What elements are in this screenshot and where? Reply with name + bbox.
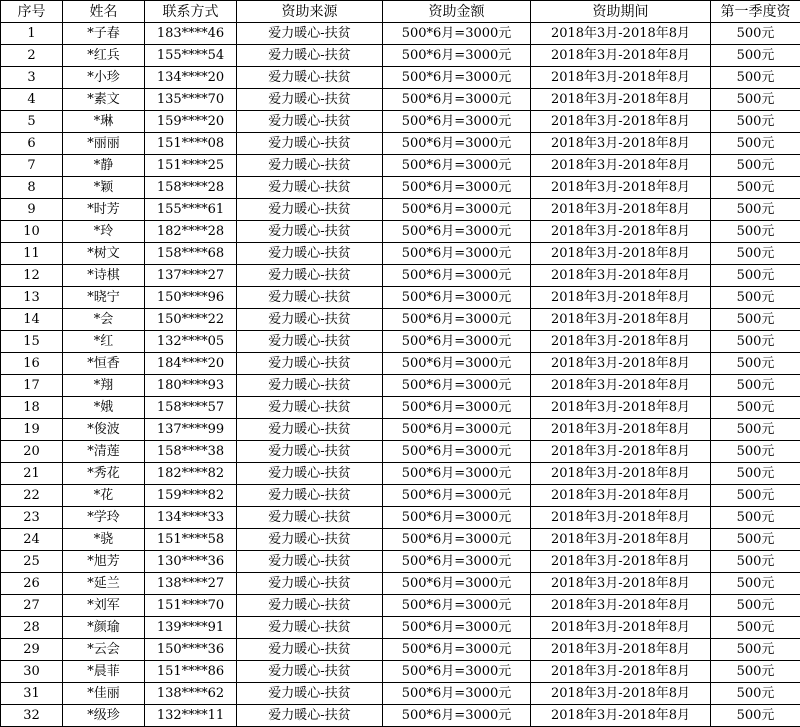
name-cell: *琳	[63, 111, 145, 133]
source-cell: 爱力暖心-扶贫	[237, 67, 383, 89]
period-cell: 2018年3月-2018年8月	[531, 397, 711, 419]
q1-cell: 500元	[711, 309, 800, 331]
table-row	[1, 45, 800, 67]
serial-cell: 9	[1, 199, 63, 221]
name-cell: *俊波	[63, 419, 145, 441]
name-cell: *诗棋	[63, 265, 145, 287]
source-cell: 爱力暖心-扶贫	[237, 111, 383, 133]
serial-cell: 32	[1, 705, 63, 727]
table-row	[1, 265, 800, 287]
serial-cell: 1	[1, 23, 63, 45]
amount-cell: 500*6月=3000元	[383, 221, 531, 243]
serial-cell: 26	[1, 573, 63, 595]
contact-cell: 137****27	[145, 265, 237, 287]
serial-cell: 24	[1, 529, 63, 551]
source-cell: 爱力暖心-扶贫	[237, 243, 383, 265]
source-cell: 爱力暖心-扶贫	[237, 23, 383, 45]
serial-cell: 25	[1, 551, 63, 573]
period-cell: 2018年3月-2018年8月	[531, 309, 711, 331]
source-cell: 爱力暖心-扶贫	[237, 353, 383, 375]
contact-cell: 155****54	[145, 45, 237, 67]
amount-cell: 500*6月=3000元	[383, 23, 531, 45]
period-cell: 2018年3月-2018年8月	[531, 23, 711, 45]
table-row	[1, 661, 800, 683]
contact-cell: 132****11	[145, 705, 237, 727]
serial-cell: 14	[1, 309, 63, 331]
amount-cell: 500*6月=3000元	[383, 705, 531, 727]
name-cell: *级珍	[63, 705, 145, 727]
source-cell: 爱力暖心-扶贫	[237, 155, 383, 177]
contact-cell: 151****70	[145, 595, 237, 617]
serial-cell: 3	[1, 67, 63, 89]
period-cell: 2018年3月-2018年8月	[531, 221, 711, 243]
contact-cell: 184****20	[145, 353, 237, 375]
name-cell: *子春	[63, 23, 145, 45]
table-row	[1, 375, 800, 397]
q1-cell: 500元	[711, 617, 800, 639]
serial-cell: 8	[1, 177, 63, 199]
source-cell: 爱力暖心-扶贫	[237, 573, 383, 595]
amount-cell: 500*6月=3000元	[383, 573, 531, 595]
name-cell: *颖	[63, 177, 145, 199]
source-cell: 爱力暖心-扶贫	[237, 661, 383, 683]
table-row	[1, 683, 800, 705]
source-cell: 爱力暖心-扶贫	[237, 617, 383, 639]
period-cell: 2018年3月-2018年8月	[531, 111, 711, 133]
table-row	[1, 551, 800, 573]
amount-cell: 500*6月=3000元	[383, 617, 531, 639]
serial-cell: 17	[1, 375, 63, 397]
amount-cell: 500*6月=3000元	[383, 67, 531, 89]
name-cell: *云会	[63, 639, 145, 661]
amount-cell: 500*6月=3000元	[383, 199, 531, 221]
name-cell: *玲	[63, 221, 145, 243]
contact-cell: 137****99	[145, 419, 237, 441]
source-cell: 爱力暖心-扶贫	[237, 309, 383, 331]
table-row	[1, 353, 800, 375]
table-row	[1, 155, 800, 177]
header-q1: 第一季度资	[711, 1, 800, 23]
q1-cell: 500元	[711, 133, 800, 155]
contact-cell: 159****82	[145, 485, 237, 507]
period-cell: 2018年3月-2018年8月	[531, 551, 711, 573]
q1-cell: 500元	[711, 485, 800, 507]
contact-cell: 151****86	[145, 661, 237, 683]
contact-cell: 182****28	[145, 221, 237, 243]
source-cell: 爱力暖心-扶贫	[237, 639, 383, 661]
header-row	[1, 1, 800, 23]
source-cell: 爱力暖心-扶贫	[237, 45, 383, 67]
serial-cell: 23	[1, 507, 63, 529]
amount-cell: 500*6月=3000元	[383, 683, 531, 705]
table-row	[1, 309, 800, 331]
contact-cell: 183****46	[145, 23, 237, 45]
table-row	[1, 23, 800, 45]
q1-cell: 500元	[711, 243, 800, 265]
serial-cell: 12	[1, 265, 63, 287]
table-row	[1, 485, 800, 507]
source-cell: 爱力暖心-扶贫	[237, 199, 383, 221]
serial-cell: 21	[1, 463, 63, 485]
amount-cell: 500*6月=3000元	[383, 287, 531, 309]
table-row	[1, 133, 800, 155]
period-cell: 2018年3月-2018年8月	[531, 529, 711, 551]
serial-cell: 31	[1, 683, 63, 705]
contact-cell: 138****62	[145, 683, 237, 705]
q1-cell: 500元	[711, 67, 800, 89]
q1-cell: 500元	[711, 639, 800, 661]
serial-cell: 2	[1, 45, 63, 67]
source-cell: 爱力暖心-扶贫	[237, 375, 383, 397]
serial-cell: 22	[1, 485, 63, 507]
source-cell: 爱力暖心-扶贫	[237, 133, 383, 155]
q1-cell: 500元	[711, 463, 800, 485]
q1-cell: 500元	[711, 683, 800, 705]
name-cell: *颜瑜	[63, 617, 145, 639]
amount-cell: 500*6月=3000元	[383, 331, 531, 353]
contact-cell: 150****96	[145, 287, 237, 309]
name-cell: *丽丽	[63, 133, 145, 155]
table-row	[1, 287, 800, 309]
serial-cell: 20	[1, 441, 63, 463]
q1-cell: 500元	[711, 199, 800, 221]
name-cell: *晓宁	[63, 287, 145, 309]
amount-cell: 500*6月=3000元	[383, 45, 531, 67]
q1-cell: 500元	[711, 155, 800, 177]
contact-cell: 158****57	[145, 397, 237, 419]
period-cell: 2018年3月-2018年8月	[531, 485, 711, 507]
amount-cell: 500*6月=3000元	[383, 309, 531, 331]
source-cell: 爱力暖心-扶贫	[237, 705, 383, 727]
period-cell: 2018年3月-2018年8月	[531, 683, 711, 705]
table-row	[1, 221, 800, 243]
period-cell: 2018年3月-2018年8月	[531, 243, 711, 265]
contact-cell: 150****36	[145, 639, 237, 661]
table-row	[1, 67, 800, 89]
amount-cell: 500*6月=3000元	[383, 353, 531, 375]
header-serial: 序号	[1, 1, 63, 23]
source-cell: 爱力暖心-扶贫	[237, 397, 383, 419]
name-cell: *学玲	[63, 507, 145, 529]
table-row	[1, 573, 800, 595]
name-cell: *秀花	[63, 463, 145, 485]
name-cell: *恒香	[63, 353, 145, 375]
period-cell: 2018年3月-2018年8月	[531, 507, 711, 529]
header-period: 资助期间	[531, 1, 711, 23]
contact-cell: 130****36	[145, 551, 237, 573]
q1-cell: 500元	[711, 353, 800, 375]
source-cell: 爱力暖心-扶贫	[237, 529, 383, 551]
source-cell: 爱力暖心-扶贫	[237, 265, 383, 287]
name-cell: *佳丽	[63, 683, 145, 705]
table-row	[1, 441, 800, 463]
table-row	[1, 243, 800, 265]
contact-cell: 159****20	[145, 111, 237, 133]
period-cell: 2018年3月-2018年8月	[531, 155, 711, 177]
period-cell: 2018年3月-2018年8月	[531, 133, 711, 155]
contact-cell: 180****93	[145, 375, 237, 397]
amount-cell: 500*6月=3000元	[383, 463, 531, 485]
amount-cell: 500*6月=3000元	[383, 177, 531, 199]
name-cell: *旭芳	[63, 551, 145, 573]
period-cell: 2018年3月-2018年8月	[531, 89, 711, 111]
source-cell: 爱力暖心-扶贫	[237, 463, 383, 485]
name-cell: *小珍	[63, 67, 145, 89]
header-source: 资助来源	[237, 1, 383, 23]
table-row	[1, 331, 800, 353]
table-row	[1, 419, 800, 441]
table-body	[1, 23, 800, 727]
serial-cell: 16	[1, 353, 63, 375]
q1-cell: 500元	[711, 551, 800, 573]
period-cell: 2018年3月-2018年8月	[531, 199, 711, 221]
table-row	[1, 397, 800, 419]
contact-cell: 134****20	[145, 67, 237, 89]
amount-cell: 500*6月=3000元	[383, 397, 531, 419]
amount-cell: 500*6月=3000元	[383, 661, 531, 683]
period-cell: 2018年3月-2018年8月	[531, 595, 711, 617]
source-cell: 爱力暖心-扶贫	[237, 419, 383, 441]
amount-cell: 500*6月=3000元	[383, 441, 531, 463]
header-contact: 联系方式	[145, 1, 237, 23]
contact-cell: 151****25	[145, 155, 237, 177]
header-name: 姓名	[63, 1, 145, 23]
contact-cell: 132****05	[145, 331, 237, 353]
contact-cell: 158****38	[145, 441, 237, 463]
table-row	[1, 705, 800, 727]
contact-cell: 150****22	[145, 309, 237, 331]
table-row	[1, 177, 800, 199]
amount-cell: 500*6月=3000元	[383, 639, 531, 661]
name-cell: *延兰	[63, 573, 145, 595]
contact-cell: 182****82	[145, 463, 237, 485]
q1-cell: 500元	[711, 419, 800, 441]
q1-cell: 500元	[711, 45, 800, 67]
name-cell: *花	[63, 485, 145, 507]
contact-cell: 155****61	[145, 199, 237, 221]
serial-cell: 28	[1, 617, 63, 639]
contact-cell: 151****58	[145, 529, 237, 551]
name-cell: *树文	[63, 243, 145, 265]
q1-cell: 500元	[711, 375, 800, 397]
amount-cell: 500*6月=3000元	[383, 375, 531, 397]
table-row	[1, 111, 800, 133]
serial-cell: 27	[1, 595, 63, 617]
period-cell: 2018年3月-2018年8月	[531, 419, 711, 441]
serial-cell: 5	[1, 111, 63, 133]
period-cell: 2018年3月-2018年8月	[531, 639, 711, 661]
q1-cell: 500元	[711, 507, 800, 529]
name-cell: *素文	[63, 89, 145, 111]
serial-cell: 30	[1, 661, 63, 683]
period-cell: 2018年3月-2018年8月	[531, 617, 711, 639]
source-cell: 爱力暖心-扶贫	[237, 595, 383, 617]
name-cell: *清莲	[63, 441, 145, 463]
source-cell: 爱力暖心-扶贫	[237, 221, 383, 243]
period-cell: 2018年3月-2018年8月	[531, 287, 711, 309]
source-cell: 爱力暖心-扶贫	[237, 507, 383, 529]
q1-cell: 500元	[711, 331, 800, 353]
name-cell: *刘军	[63, 595, 145, 617]
period-cell: 2018年3月-2018年8月	[531, 463, 711, 485]
q1-cell: 500元	[711, 441, 800, 463]
contact-cell: 151****08	[145, 133, 237, 155]
period-cell: 2018年3月-2018年8月	[531, 265, 711, 287]
table-row	[1, 507, 800, 529]
table-row	[1, 617, 800, 639]
period-cell: 2018年3月-2018年8月	[531, 441, 711, 463]
contact-cell: 135****70	[145, 89, 237, 111]
name-cell: *红	[63, 331, 145, 353]
table-row	[1, 89, 800, 111]
name-cell: *红兵	[63, 45, 145, 67]
period-cell: 2018年3月-2018年8月	[531, 573, 711, 595]
serial-cell: 7	[1, 155, 63, 177]
contact-cell: 158****68	[145, 243, 237, 265]
serial-cell: 6	[1, 133, 63, 155]
q1-cell: 500元	[711, 111, 800, 133]
period-cell: 2018年3月-2018年8月	[531, 67, 711, 89]
q1-cell: 500元	[711, 705, 800, 727]
name-cell: *时芳	[63, 199, 145, 221]
period-cell: 2018年3月-2018年8月	[531, 353, 711, 375]
name-cell: *骁	[63, 529, 145, 551]
q1-cell: 500元	[711, 661, 800, 683]
source-cell: 爱力暖心-扶贫	[237, 177, 383, 199]
amount-cell: 500*6月=3000元	[383, 551, 531, 573]
period-cell: 2018年3月-2018年8月	[531, 705, 711, 727]
amount-cell: 500*6月=3000元	[383, 155, 531, 177]
q1-cell: 500元	[711, 595, 800, 617]
source-cell: 爱力暖心-扶贫	[237, 551, 383, 573]
q1-cell: 500元	[711, 287, 800, 309]
contact-cell: 134****33	[145, 507, 237, 529]
q1-cell: 500元	[711, 221, 800, 243]
period-cell: 2018年3月-2018年8月	[531, 177, 711, 199]
q1-cell: 500元	[711, 397, 800, 419]
period-cell: 2018年3月-2018年8月	[531, 45, 711, 67]
name-cell: *娥	[63, 397, 145, 419]
name-cell: *会	[63, 309, 145, 331]
table-row	[1, 199, 800, 221]
serial-cell: 11	[1, 243, 63, 265]
q1-cell: 500元	[711, 177, 800, 199]
source-cell: 爱力暖心-扶贫	[237, 485, 383, 507]
serial-cell: 29	[1, 639, 63, 661]
q1-cell: 500元	[711, 265, 800, 287]
amount-cell: 500*6月=3000元	[383, 595, 531, 617]
contact-cell: 138****27	[145, 573, 237, 595]
amount-cell: 500*6月=3000元	[383, 265, 531, 287]
name-cell: *翔	[63, 375, 145, 397]
source-cell: 爱力暖心-扶贫	[237, 683, 383, 705]
amount-cell: 500*6月=3000元	[383, 529, 531, 551]
header-amount: 资助金额	[383, 1, 531, 23]
period-cell: 2018年3月-2018年8月	[531, 331, 711, 353]
q1-cell: 500元	[711, 89, 800, 111]
serial-cell: 13	[1, 287, 63, 309]
source-cell: 爱力暖心-扶贫	[237, 287, 383, 309]
serial-cell: 4	[1, 89, 63, 111]
amount-cell: 500*6月=3000元	[383, 133, 531, 155]
name-cell: *晨菲	[63, 661, 145, 683]
source-cell: 爱力暖心-扶贫	[237, 331, 383, 353]
table-row	[1, 529, 800, 551]
q1-cell: 500元	[711, 529, 800, 551]
amount-cell: 500*6月=3000元	[383, 111, 531, 133]
table-row	[1, 595, 800, 617]
table-row	[1, 639, 800, 661]
q1-cell: 500元	[711, 23, 800, 45]
amount-cell: 500*6月=3000元	[383, 507, 531, 529]
contact-cell: 158****28	[145, 177, 237, 199]
amount-cell: 500*6月=3000元	[383, 419, 531, 441]
amount-cell: 500*6月=3000元	[383, 243, 531, 265]
source-cell: 爱力暖心-扶贫	[237, 441, 383, 463]
serial-cell: 15	[1, 331, 63, 353]
period-cell: 2018年3月-2018年8月	[531, 375, 711, 397]
period-cell: 2018年3月-2018年8月	[531, 661, 711, 683]
name-cell: *静	[63, 155, 145, 177]
serial-cell: 18	[1, 397, 63, 419]
table-row	[1, 463, 800, 485]
contact-cell: 139****91	[145, 617, 237, 639]
serial-cell: 19	[1, 419, 63, 441]
serial-cell: 10	[1, 221, 63, 243]
amount-cell: 500*6月=3000元	[383, 89, 531, 111]
q1-cell: 500元	[711, 573, 800, 595]
amount-cell: 500*6月=3000元	[383, 485, 531, 507]
source-cell: 爱力暖心-扶贫	[237, 89, 383, 111]
